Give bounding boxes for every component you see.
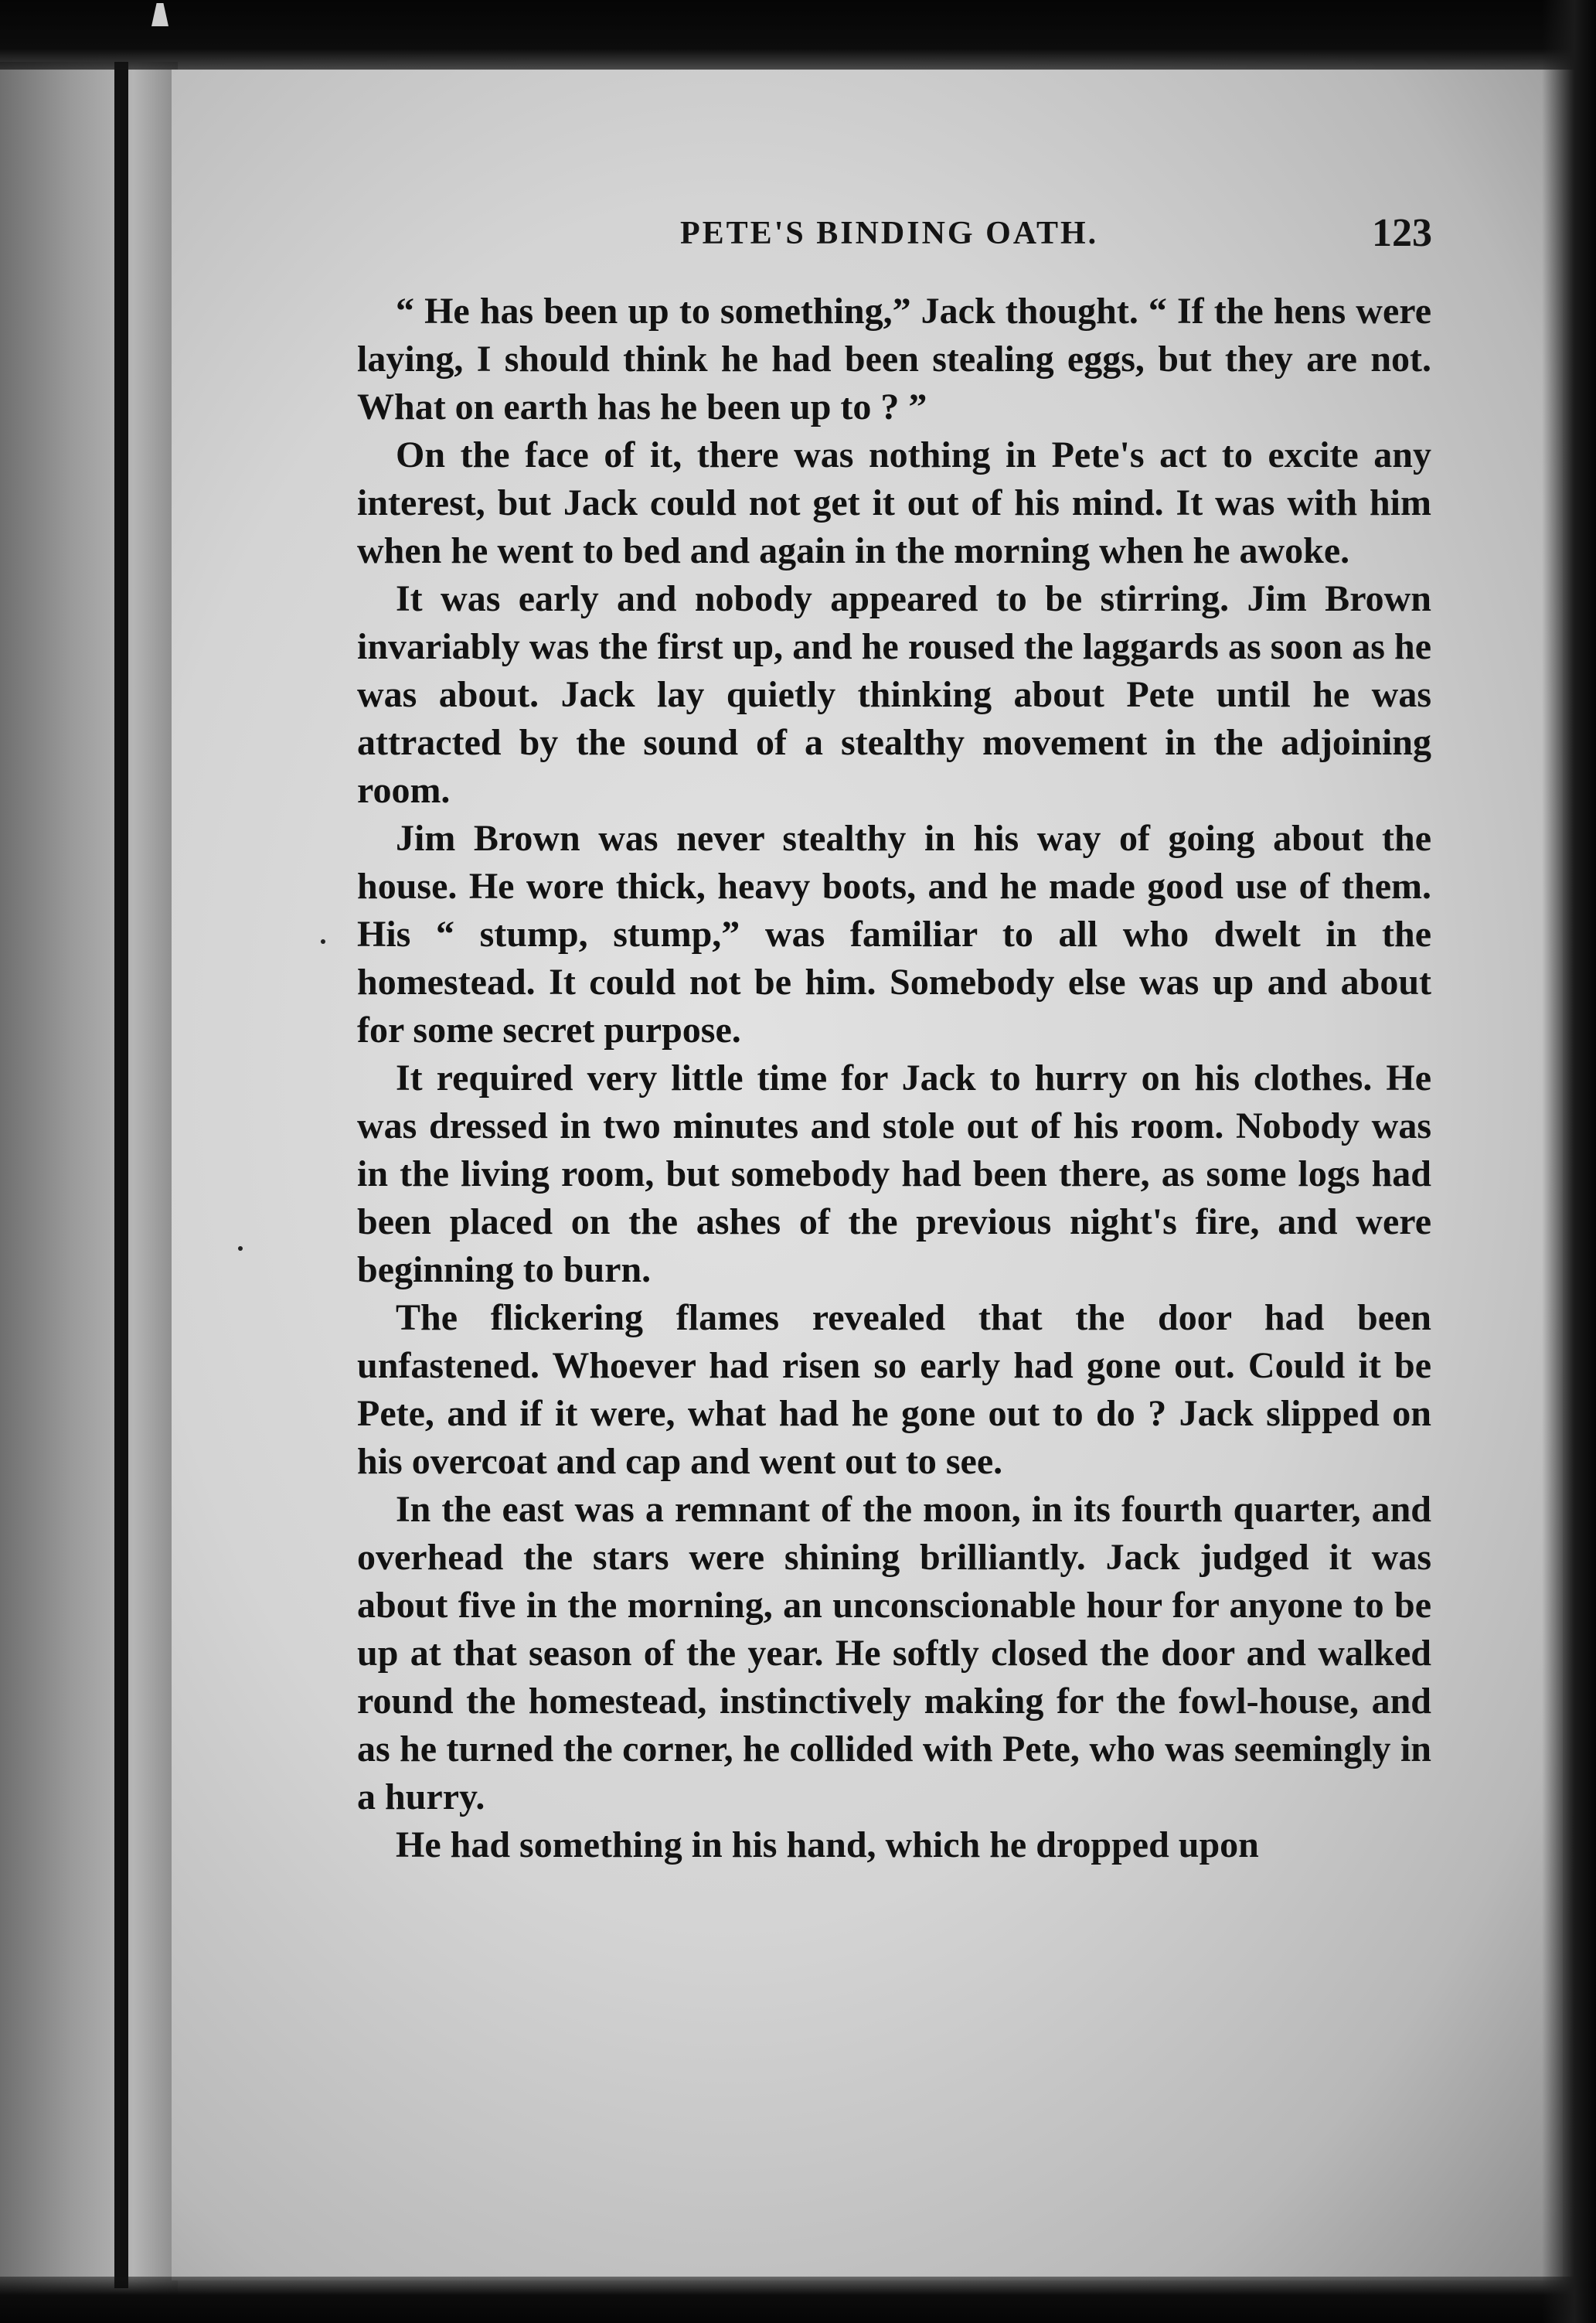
paragraph: It required very little time for Jack to hurry on his clothes. He was dressed in two minutes and stole out of his room. Nobody was in the living room, but somebody had been there, as some logs had been placed on the ashes of the previous night's fire, and were beginning to burn. [357, 1058, 1431, 1290]
paragraph: In the east was a remnant of the moon, in its fourth quarter, and overhead the stars were shining brilliantly. Jack judged it was about five in the morning, an unconscionable hour for anyone to be up at that season of the year. He softly closed the door and walked round the homestead, instinctively making for the fowl-house, and as he turned the corner, he collided with Pete, who was seemingly in a hurry. [357, 1489, 1431, 1817]
paragraph: On the face of it, there was nothing in Pete's act to excite any interest, but Jack could not get it out of his mind. It was with him when he went to bed and again in the morning when he awoke. [357, 434, 1431, 571]
book-spine [114, 62, 128, 2288]
paragraph: It was early and nobody appeared to be stirring. Jim Brown invariably was the first up, and he roused the laggards as soon as he was about. Jack lay quietly thinking about Pete until he was attracted by the sound of a stealthy movement in the adjoining room. [357, 578, 1431, 811]
paragraph: He had something in his hand, which he dropped upon [396, 1824, 1259, 1865]
body-text [357, 288, 1431, 1869]
scan-bottom-border [0, 2277, 1596, 2323]
facing-page-edge [0, 62, 178, 2296]
speck-mark [238, 1246, 243, 1251]
paragraph: The flickering flames revealed that the door had been unfastened. Whoever had risen so early had gone out. Could it be Pete, and if it were, what had he gone out to do ? Jack slipped on his overcoat and cap and went out to see. [357, 1297, 1431, 1482]
paragraph: “ He has been up to something,” Jack thought. “ If the hens were laying, I should think he had been stealing eggs, but they are not. What on earth has he been up to ? ” [357, 291, 1431, 427]
paragraph: Jim Brown was never stealthy in his way of going about the house. He wore thick, heavy boots, and he made good use of them. His “ stump, stump,” was familiar to all who dwelt in the homestead. It could not be him. Somebody else was up and about for some secret purpose. [357, 818, 1431, 1051]
speck-mark [321, 939, 325, 944]
running-header [363, 210, 1445, 264]
scan-right-border [1542, 0, 1596, 2323]
scan-top-border [0, 0, 1596, 70]
page-number: 123 [1372, 211, 1432, 255]
running-title: PETE'S BINDING OATH. [680, 216, 1099, 251]
